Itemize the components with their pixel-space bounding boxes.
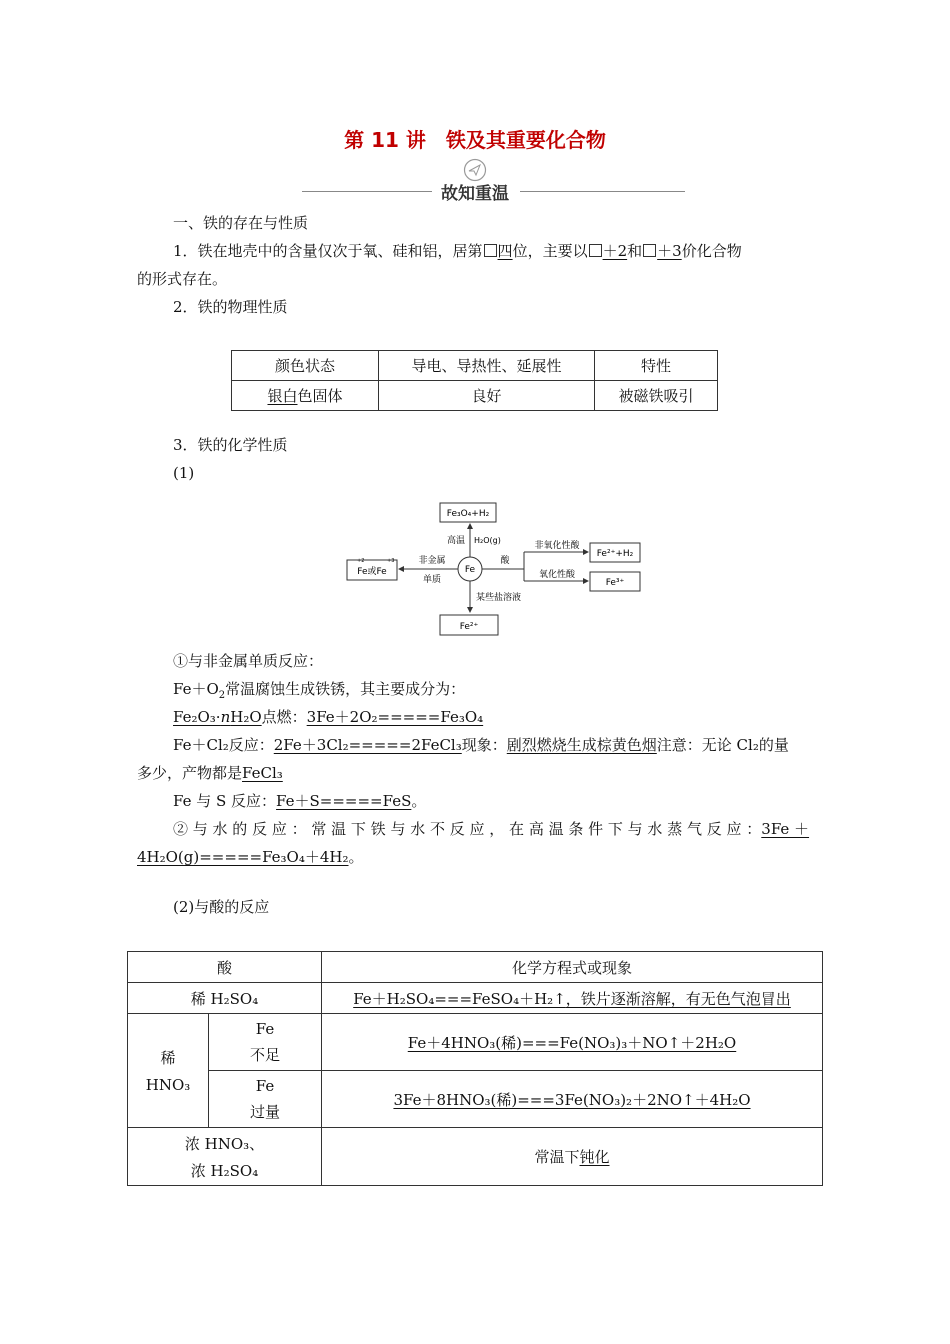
reaction-chlorine-cont: 多少，产物都是FeCl₃	[137, 764, 283, 782]
table-header: 特性	[595, 351, 718, 381]
sup-plus-2: +2	[357, 558, 365, 564]
reaction-chlorine: Fe＋Cl₂反应：2Fe＋3Cl₂=====2FeCl₃现象：剧烈燃烧生成棕黄色烟注意：无论 Cl₂的量	[173, 736, 789, 754]
cond-steam: H₂O(g)	[474, 536, 501, 545]
table-cell: 稀 H₂SO₄	[128, 983, 322, 1014]
section-divider-right	[520, 191, 685, 192]
answer-box	[643, 244, 656, 257]
table-cell: 常温下钝化	[322, 1128, 823, 1186]
heading-chemical: 3．铁的化学性质	[173, 436, 288, 454]
table-cell: Fe＋4HNO₃(稀)===Fe(NO₃)₃＋NO↑＋2H₂O	[322, 1014, 823, 1071]
reaction-water-cont: 4H₂O(g)=====Fe₃O₄＋4H₂。	[137, 848, 364, 866]
cond-oxidizing-acid: 氧化性酸	[538, 570, 576, 580]
reaction-rust: Fe₂O₃·nH₂O点燃：3Fe＋2O₂=====Fe₃O₄	[173, 708, 484, 726]
diagram-center-label: Fe	[464, 565, 476, 575]
cond-salt-solution: 某些盐溶液	[476, 593, 522, 603]
table-cell: Fe＋H₂SO₄===FeSO₄＋H₂↑，铁片逐渐溶解，有无色气泡冒出	[322, 983, 823, 1014]
diagram-box-right-2-label: Fe³⁺	[605, 578, 625, 588]
reaction-sulfur: Fe 与 S 反应：Fe＋S=====FeS。	[173, 792, 427, 810]
table-cell: 银白色固体	[232, 381, 379, 411]
table-header: 酸	[128, 952, 322, 983]
table-cell: 良好	[379, 381, 595, 411]
table-cell: 浓 HNO₃、 浓 H₂SO₄	[128, 1128, 322, 1186]
table-header: 化学方程式或现象	[322, 952, 823, 983]
cond-element: 单质	[422, 575, 442, 585]
reaction-water: ② 与 水 的 反 应 ： 常 温 下 铁 与 水 不 反 应 ， 在 高 温 条 件 下 与 水 蒸 气 反 应 ：3Fe ＋	[173, 820, 810, 838]
diagram-box-right-1-label: Fe²⁺+H₂	[596, 549, 634, 559]
page-title: 第 11 讲 铁及其重要化合物	[344, 128, 606, 152]
answer-box	[589, 244, 602, 257]
table-header: 颜色状态	[232, 351, 379, 381]
diagram-box-top-label: Fe₃O₄+H₂	[446, 509, 490, 519]
table-header: 导电、导热性、延展性	[379, 351, 595, 381]
diagram-box-bottom-label: Fe²⁺	[459, 622, 479, 632]
acid-reaction-table	[127, 951, 823, 1186]
subheading-2: (2)与酸的反应	[173, 898, 270, 916]
cond-nonmetal: 非金属	[418, 556, 446, 566]
cond-acid: 酸	[500, 556, 510, 566]
table-cell: Fe 不足	[209, 1014, 322, 1071]
cond-high-temp: 高温	[446, 536, 465, 546]
heading-physical: 2．铁的物理性质	[173, 298, 288, 316]
physical-properties-table	[231, 350, 718, 411]
section-title: 故知重温	[441, 184, 509, 204]
section-divider-left	[302, 191, 432, 192]
paragraph-content: 1．铁在地壳中的含量仅次于氧、硅和铝，居第 四位，主要以 ＋2和 ＋3价化合物	[173, 242, 742, 260]
table-cell: Fe 过量	[209, 1071, 322, 1128]
table-cell-dilute-hno3: 稀 HNO₃	[128, 1014, 209, 1128]
diagram-box-left-label: Fe或Fe	[357, 567, 387, 577]
paragraph-content-cont: 的形式存在。	[137, 270, 228, 288]
sup-plus-3: +3	[387, 558, 395, 564]
table-cell: 3Fe＋8HNO₃(稀)===3Fe(NO₃)₂＋2NO↑＋4H₂O	[322, 1071, 823, 1128]
iron-reaction-diagram	[340, 500, 645, 640]
table-cell: 被磁铁吸引	[595, 381, 718, 411]
reaction-oxygen: $Fe+O_2$常温腐蚀生成铁锈，其主要成分为：	[173, 680, 466, 701]
subheading-1: (1)	[173, 464, 195, 482]
heading-existence: 一、铁的存在与性质	[173, 214, 309, 232]
cond-nonoxidizing-acid: 非氧化性酸	[534, 541, 580, 551]
reaction-nonmetal-heading: ①与非金属单质反应：	[173, 652, 324, 670]
answer-box	[484, 244, 497, 257]
